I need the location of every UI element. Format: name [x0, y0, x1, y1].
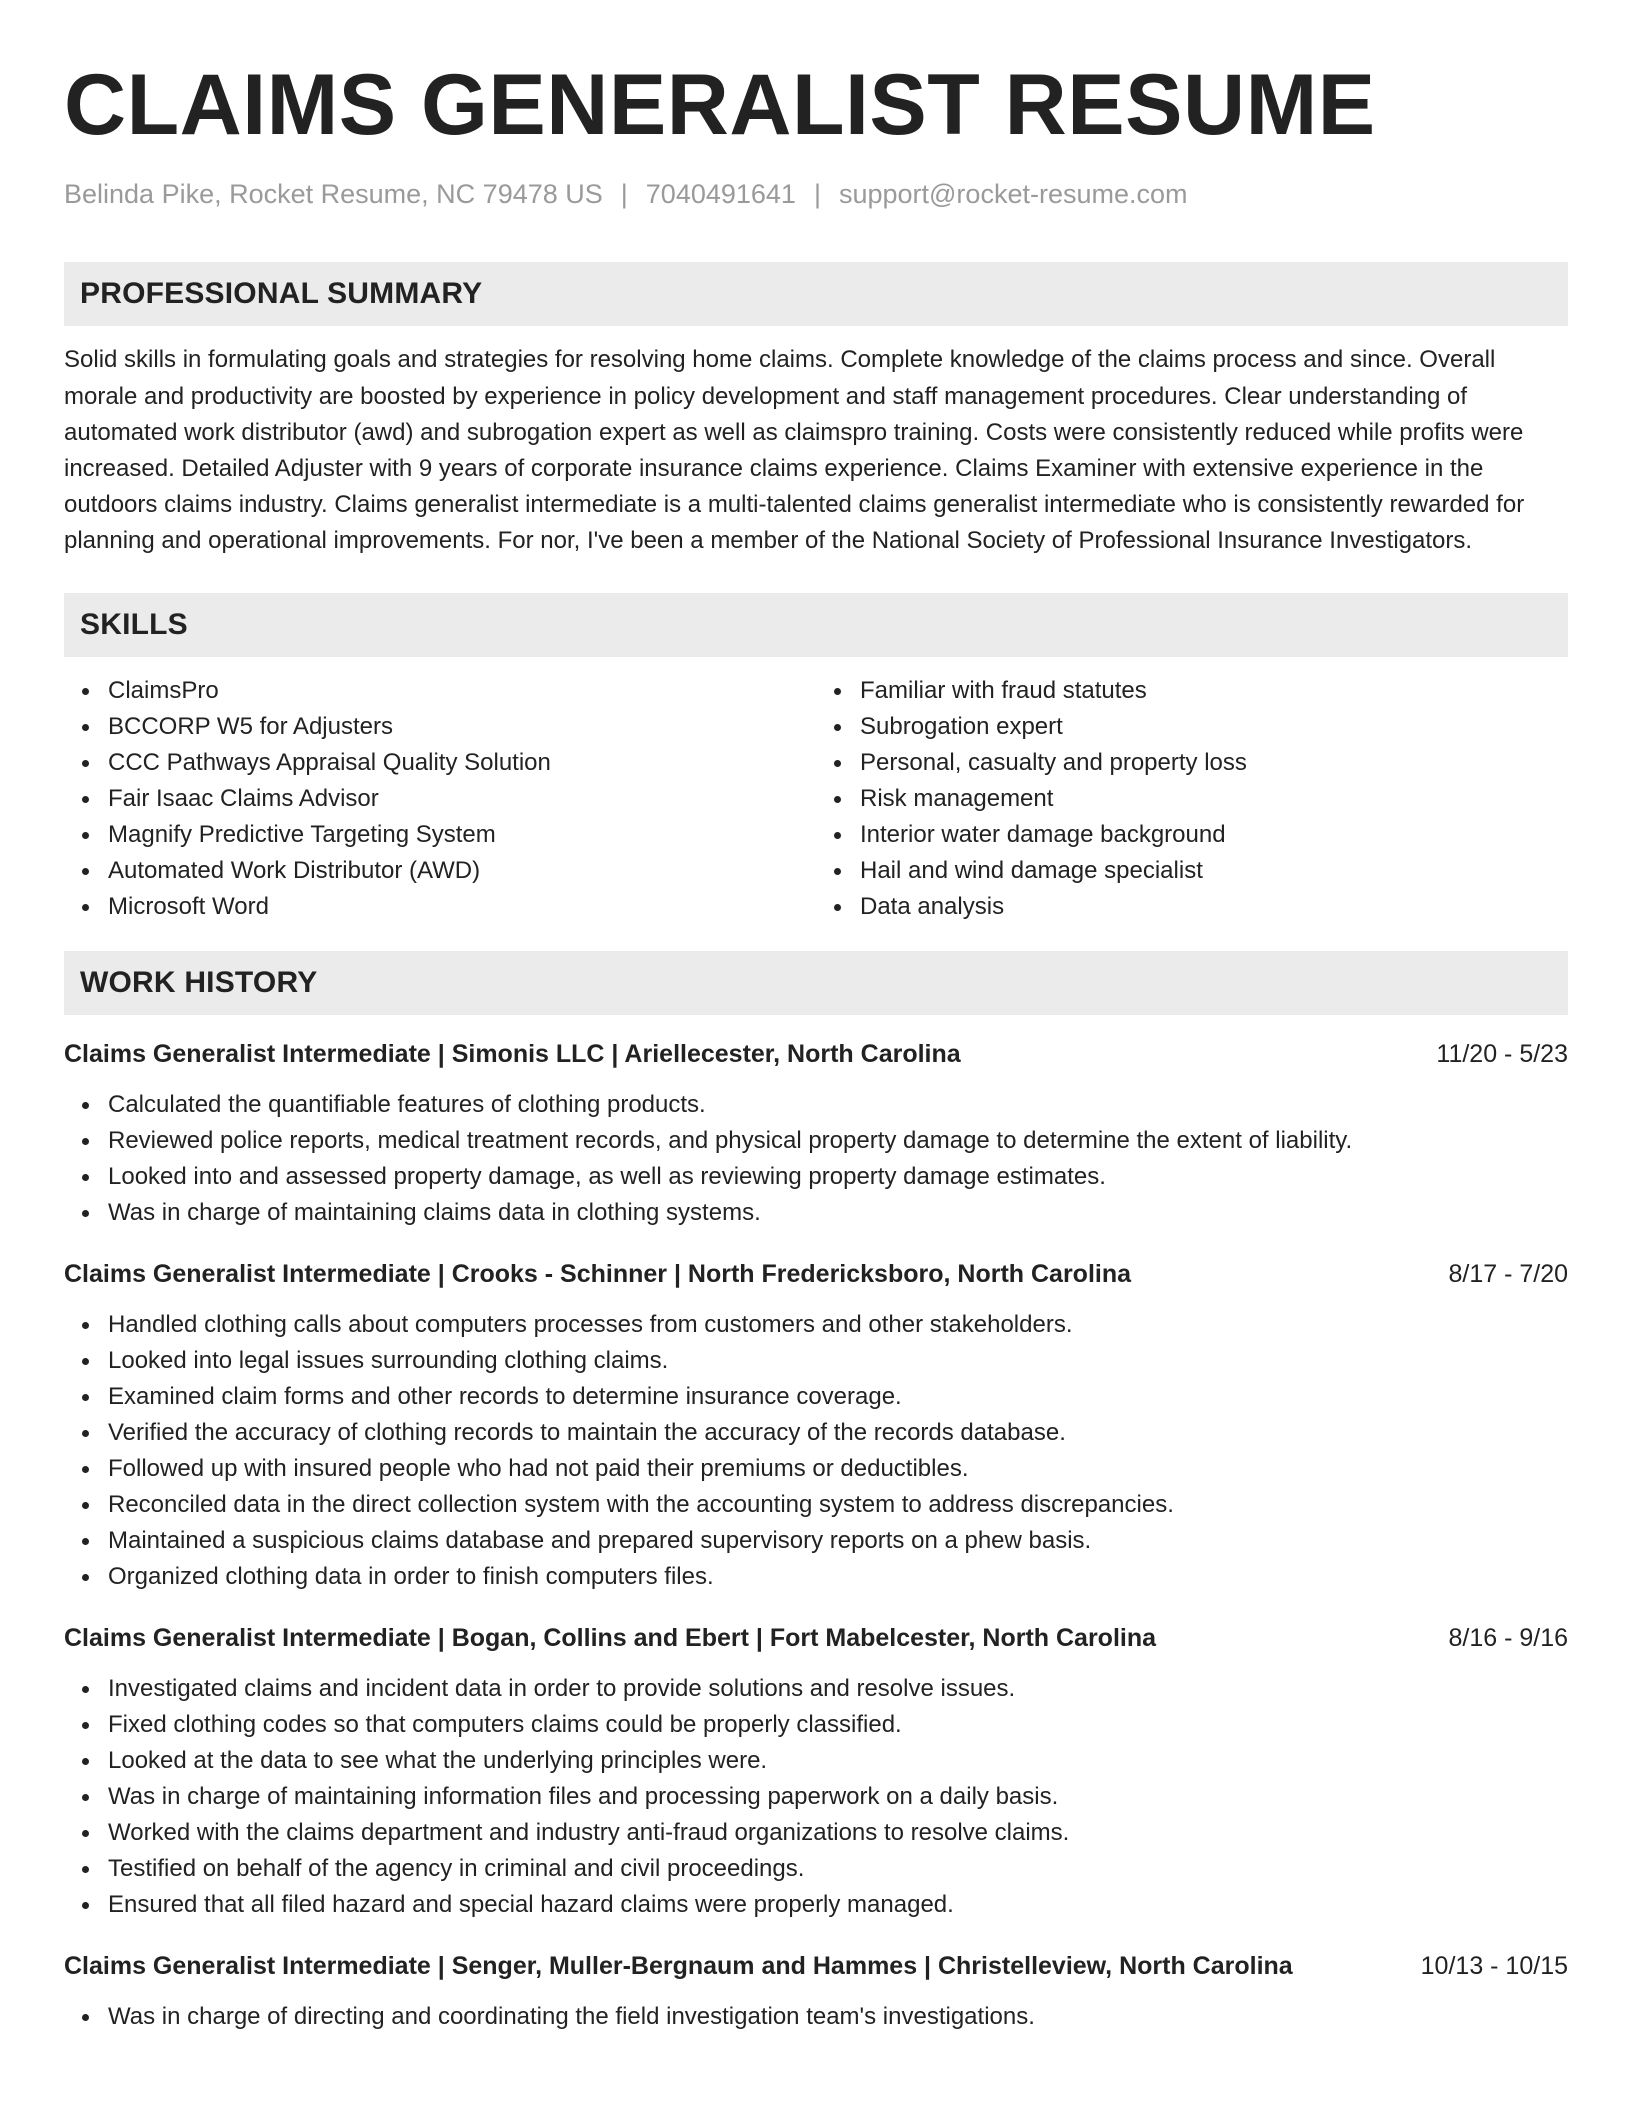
job-bullet: Looked at the data to see what the underlying principles were. [108, 1743, 1568, 1779]
job-title: Claims Generalist Intermediate | Bogan, Collins and Ebert | Fort Mabelcester, North Carolina [64, 1623, 1157, 1652]
job-bullet: Ensured that all filed hazard and special hazard claims were properly managed. [108, 1887, 1568, 1923]
skill-item: Magnify Predictive Targeting System [108, 817, 816, 853]
job-entry [64, 1621, 1568, 1923]
skill-item: BCCORP W5 for Adjusters [108, 709, 816, 745]
contact-address: Belinda Pike, Rocket Resume, NC 79478 US [64, 179, 603, 209]
job-bullet: Was in charge of maintaining claims data in clothing systems. [108, 1195, 1568, 1231]
job-entry [64, 1257, 1568, 1595]
job-bullet: Was in charge of maintaining information files and processing paperwork on a daily basis. [108, 1779, 1568, 1815]
skill-item: Interior water damage background [860, 817, 1568, 853]
job-bullet: Handled clothing calls about computers processes from customers and other stakeholders. [108, 1307, 1568, 1343]
job-bullet: Organized clothing data in order to finish computers files. [108, 1559, 1568, 1595]
job-bullets [64, 1999, 1568, 2035]
skills-column-right [816, 673, 1568, 925]
job-header [64, 1949, 1568, 1983]
contact-line [64, 178, 1568, 210]
contact-email: support@rocket-resume.com [838, 179, 1188, 209]
skill-item: Subrogation expert [860, 709, 1568, 745]
job-bullet: Testified on behalf of the agency in criminal and civil proceedings. [108, 1851, 1568, 1887]
job-dates: 8/16 - 9/16 [1448, 1623, 1568, 1652]
job-dates: 11/20 - 5/23 [1436, 1039, 1568, 1068]
job-header [64, 1037, 1568, 1071]
job-bullet: Worked with the claims department and industry anti-fraud organizations to resolve claims. [108, 1815, 1568, 1851]
section-header-professional-summary: PROFESSIONAL SUMMARY [64, 262, 1568, 326]
job-bullet: Reviewed police reports, medical treatment records, and physical property damage to determine the extent of liability. [108, 1123, 1568, 1159]
job-bullet: Looked into legal issues surrounding clothing claims. [108, 1343, 1568, 1379]
job-bullet: Verified the accuracy of clothing records to maintain the accuracy of the records database. [108, 1415, 1568, 1451]
contact-phone: 7040491641 [645, 179, 796, 209]
job-entry [64, 1037, 1568, 1231]
skill-item: Familiar with fraud statutes [860, 673, 1568, 709]
skill-item: CCC Pathways Appraisal Quality Solution [108, 745, 816, 781]
job-bullet: Maintained a suspicious claims database and prepared supervisory reports on a phew basis. [108, 1523, 1568, 1559]
job-entry [64, 1949, 1568, 2035]
job-title: Claims Generalist Intermediate | Simonis LLC | Ariellecester, North Carolina [64, 1039, 961, 1068]
job-bullet: Calculated the quantifiable features of clothing products. [108, 1087, 1568, 1123]
job-header [64, 1257, 1568, 1291]
skill-item: ClaimsPro [108, 673, 816, 709]
job-title: Claims Generalist Intermediate | Crooks - Schinner | North Fredericksboro, North Carolina [64, 1259, 1132, 1288]
contact-separator: | [813, 179, 821, 209]
skills-column-left [64, 673, 816, 925]
job-bullet: Fixed clothing codes so that computers claims could be properly classified. [108, 1707, 1568, 1743]
summary-paragraph: Solid skills in formulating goals and strategies for resolving home claims. Complete knowledge of the claims process and since. Overall morale and productivity are boosted by experience in policy development and staff management procedures. Clear understanding of automated work distributor (awd) and subrogation expert as well as claimspro training. Costs were consistently reduced while profits were increased. Detailed Adjuster with 9 years of corporate insurance claims experience. Claims Examiner with extensive experience in the outdoors claims industry. Claims generalist intermediate is a multi-talented claims generalist intermediate who is consistently rewarded for planning and operational improvements. For nor, I've been a member of the National Society of Professional Insurance Investigators. [64, 346, 1525, 555]
job-dates: 10/13 - 10/15 [1420, 1951, 1568, 1980]
resume-title: CLAIMS GENERALIST RESUME [64, 57, 1376, 153]
skill-item: Fair Isaac Claims Advisor [108, 781, 816, 817]
job-title: Claims Generalist Intermediate | Senger, Muller-Bergnaum and Hammes | Christelleview, North Carolina [64, 1951, 1293, 1980]
skill-item: Data analysis [860, 889, 1568, 925]
job-bullet: Investigated claims and incident data in order to provide solutions and resolve issues. [108, 1671, 1568, 1707]
skill-item: Microsoft Word [108, 889, 816, 925]
job-header [64, 1621, 1568, 1655]
job-bullet: Followed up with insured people who had not paid their premiums or deductibles. [108, 1451, 1568, 1487]
job-bullet: Was in charge of directing and coordinating the field investigation team's investigations. [108, 1999, 1568, 2035]
job-bullets [64, 1087, 1568, 1231]
contact-separator: | [620, 179, 628, 209]
job-bullets [64, 1671, 1568, 1923]
skill-item: Risk management [860, 781, 1568, 817]
job-bullets [64, 1307, 1568, 1595]
section-header-skills: SKILLS [64, 593, 1568, 657]
skills-grid [64, 673, 1568, 925]
job-dates: 8/17 - 7/20 [1448, 1259, 1568, 1288]
work-history-list [64, 1037, 1568, 2035]
skill-item: Automated Work Distributor (AWD) [108, 853, 816, 889]
skill-item: Personal, casualty and property loss [860, 745, 1568, 781]
job-bullet: Looked into and assessed property damage, as well as reviewing property damage estimates. [108, 1159, 1568, 1195]
skill-item: Hail and wind damage specialist [860, 853, 1568, 889]
job-bullet: Examined claim forms and other records to determine insurance coverage. [108, 1379, 1568, 1415]
section-header-work-history: WORK HISTORY [64, 951, 1568, 1015]
job-bullet: Reconciled data in the direct collection system with the accounting system to address discrepancies. [108, 1487, 1568, 1523]
